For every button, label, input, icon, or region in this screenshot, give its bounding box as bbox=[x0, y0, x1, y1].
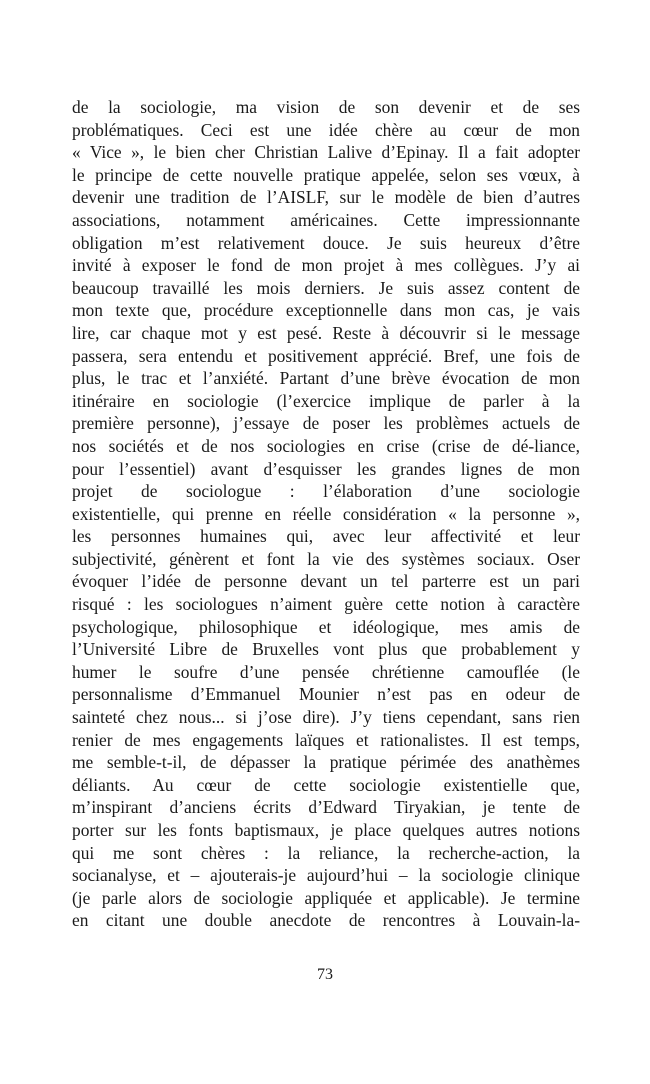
text-line: porter sur les fonts baptismaux, je place quelques autres notions bbox=[72, 820, 580, 840]
text-line: les personnes humaines qui, avec leur affectivité et leur bbox=[72, 526, 580, 547]
text-line: problématiques. Ceci est une idée chère au cœur de mon bbox=[72, 119, 580, 140]
text-line: le principe de cette nouvelle pratique appelée, selon ses vœux, à bbox=[72, 164, 580, 185]
text-line: devenir une tradition de l’AISLF, sur le modèle de bien d’autres bbox=[72, 187, 580, 208]
page-number: 73 bbox=[317, 966, 333, 983]
text-line: renier de mes engagements laïques et rationalistes. Il est temps, bbox=[72, 729, 580, 750]
text-line: mon texte que, procédure exceptionnelle dans mon cas, je vais bbox=[72, 300, 580, 321]
text-line: obligation m’est relativement douce. Je suis heureux d’être bbox=[72, 232, 580, 253]
text-line: l’Université Libre de Bruxelles vont plus que probablement y bbox=[72, 639, 580, 660]
text-line: personnalisme d’Emmanuel Mounier n’est pas en odeur de bbox=[72, 684, 580, 705]
text-line: première personne), j’essaye de poser les problèmes actuels de bbox=[72, 413, 580, 434]
text-line: pour l’essentiel) avant d’esquisser les grandes lignes de mon bbox=[72, 458, 580, 479]
text-line: invité à exposer le fond de mon projet à mes collègues. J’y ai bbox=[72, 255, 580, 276]
text-line: évoquer l’idée de personne devant un tel parterre est un pari bbox=[72, 571, 580, 592]
text-line: qui me sont chères : la reliance, la recherche-action, la bbox=[72, 842, 580, 863]
text-line: plus, le trac et l’anxiété. Partant d’une brève évocation de mon bbox=[72, 368, 580, 389]
text-line: m’inspirant d’anciens écrits d’Edward Tiryakian, je tente de bbox=[72, 797, 580, 818]
text-line: beaucoup travaillé les mois derniers. Je suis assez content de bbox=[72, 277, 580, 298]
text-line: associations, notamment américaines. Cette impressionnante bbox=[72, 209, 580, 230]
text-line: existentielle, qui prenne en réelle considération « la personne », bbox=[72, 503, 580, 524]
body-text bbox=[72, 96, 580, 932]
text-line: « Vice », le bien cher Christian Lalive d’Epinay. Il a fait adopter bbox=[72, 142, 580, 163]
text-line: subjectivité, génèrent et font la vie des systèmes sociaux. Oser bbox=[72, 548, 580, 569]
text-line: humer le soufre d’une pensée chrétienne camouflée (le bbox=[72, 661, 580, 682]
text-line: lire, car chaque mot y est pesé. Reste à découvrir si le message bbox=[72, 322, 580, 343]
text-line: déliants. Au cœur de cette sociologie existentielle que, bbox=[72, 774, 580, 795]
text-line: psychologique, philosophique et idéologique, mes amis de bbox=[72, 616, 580, 637]
text-line: me semble-t-il, de dépasser la pratique périmée des anathèmes bbox=[72, 752, 580, 773]
text-line: passera, sera entendu et positivement apprécié. Bref, une fois de bbox=[72, 345, 580, 366]
text-line: socianalyse, et – ajouterais-je aujourd’hui – la sociologie clinique bbox=[72, 865, 580, 886]
text-line: nos sociétés et de nos sociologies en crise (crise de dé-liance, bbox=[72, 435, 580, 456]
text-line: (je parle alors de sociologie appliquée et applicable). Je termine bbox=[72, 887, 580, 908]
text-line: projet de sociologue : l’élaboration d’une sociologie bbox=[72, 481, 580, 502]
text-line: en citant une double anecdote de rencontres à Louvain-la- bbox=[72, 910, 580, 931]
text-line: itinéraire en sociologie (l’exercice implique de parler à la bbox=[72, 390, 580, 411]
text-line: risqué : les sociologues n’aiment guère cette notion à caractère bbox=[72, 594, 580, 615]
text-line: sainteté chez nous... si j’ose dire). J’y tiens cependant, sans rien bbox=[72, 707, 580, 728]
text-line: de la sociologie, ma vision de son devenir et de ses bbox=[72, 97, 580, 117]
